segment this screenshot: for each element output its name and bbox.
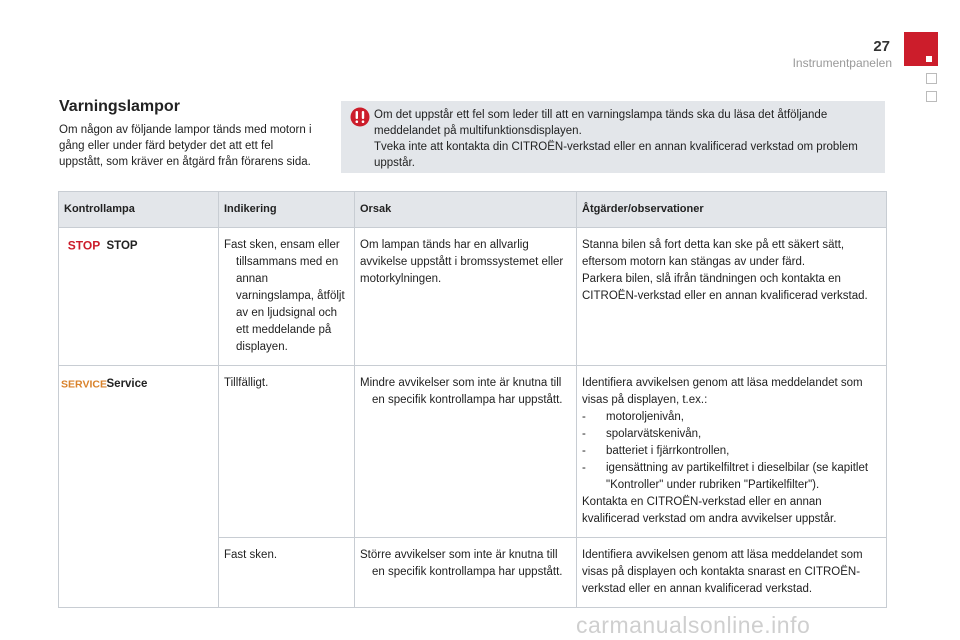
svg-text:STOP: STOP (67, 238, 101, 253)
stop-lamp-cell (59, 228, 107, 366)
service-action-2: Identifiera avvikelsen genom att läsa meddelandet som visas på displayen och kontakta snarast en CITROËN-verkstad eller en annan kvalificerad verkstad. (577, 538, 887, 608)
section-tab[interactable] (926, 73, 937, 84)
section-title: Instrumentpanelen (792, 56, 892, 70)
list-item: - igensättning av partikelfiltret i dieselbilar (se kapitlet "Kontroller" under rubriken "Partikelfilter"). (582, 460, 880, 494)
service-indication-2: Fast sken. (219, 538, 355, 608)
service-action-intro: Identifiera avvikelsen genom att läsa meddelandet som visas på displayen, t.ex.: (582, 377, 863, 406)
intro-text: Om någon av följande lampor tänds med motorn i gång eller under färd betyder det att ett fel uppstått, som kräver en åtgärd från förarens sida. (59, 124, 312, 168)
table-header-row (59, 192, 887, 228)
stop-cause: Om lampan tänds har en allvarlig avvikelse uppstått i bromssystemet eller motorkylningen. (355, 228, 577, 366)
stop-icon (64, 238, 104, 252)
warning-icon (350, 107, 370, 127)
list-item: - spolarvätskenivån, (582, 426, 880, 443)
header-cause: Orsak (355, 192, 577, 228)
header-action: Åtgärder/observationer (577, 192, 887, 228)
service-lamp-cell (59, 366, 107, 608)
service-cause-2: Större avvikelser som inte är knutna till en specifik kontrollampa har uppstått. (355, 538, 577, 608)
svg-text:SERVICE: SERVICE (61, 378, 107, 391)
warning-lamps-table (58, 191, 887, 608)
page-number: 27 (873, 38, 890, 55)
watermark: carmanualsonline.info (576, 612, 811, 638)
stop-lamp-name: STOP (107, 228, 219, 366)
list-item: - motoroljenivån, (582, 409, 880, 426)
service-cause-1: Mindre avvikelser som inte är knutna till en specifik kontrollampa har uppstått. (355, 366, 577, 538)
service-lamp-name: Service (107, 366, 219, 608)
stop-action (577, 228, 887, 366)
stop-action-2: Parkera bilen, slå ifrån tändningen och kontakta en CITROËN-verkstad eller en annan kvalificerad verkstad. (582, 273, 868, 302)
service-indication-1: Tillfälligt. (219, 366, 355, 538)
stop-indication: Fast sken, ensam eller tillsammans med en annan varningslampa, åtföljt av en ljudsignal och ett meddelande på displayen. (219, 228, 355, 366)
service-action-1 (577, 366, 887, 538)
service-action-outro: Kontakta en CITROËN-verkstad eller en annan kvalificerad verkstad om andra avvikelser uppstår. (582, 496, 837, 525)
warning-text (374, 107, 874, 171)
header-lamp: Kontrollampa (59, 192, 107, 228)
table-row (59, 228, 887, 366)
tab-square-icon (926, 56, 932, 62)
service-icon (61, 376, 107, 391)
section-tab-active[interactable] (904, 32, 938, 66)
section-tab[interactable] (926, 91, 937, 102)
list-item: - batteriet i fjärrkontrollen, (582, 443, 880, 460)
warning-line-2: Tveka inte att kontakta din CITROËN-verkstad eller en annan kvalificerad verkstad om problem uppstår. (374, 141, 858, 169)
page-heading: Varningslampor (59, 98, 180, 115)
warning-box (341, 101, 885, 173)
stop-action-1: Stanna bilen så fort detta kan ske på ett säkert sätt, eftersom motorn kan stängas av under färd. (582, 239, 845, 268)
table-row (59, 366, 887, 538)
header-indication: Indikering (219, 192, 355, 228)
warning-line-1: Om det uppstår ett fel som leder till att en varningslampa tänds ska du läsa det åtföljande meddelandet på multifunktionsdisplayen. (374, 109, 828, 137)
